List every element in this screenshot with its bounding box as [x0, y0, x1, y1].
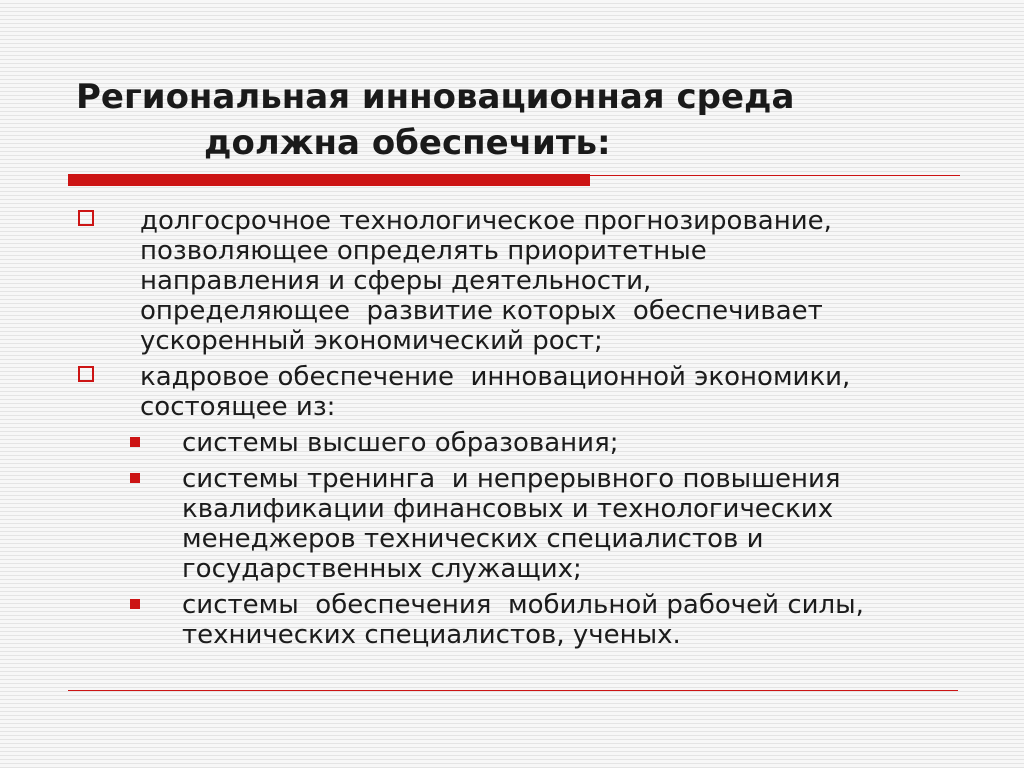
bullet-item — [78, 206, 968, 356]
bullet-item — [78, 362, 968, 422]
sub-bullet-text-line: менеджеров технических специалистов и — [182, 524, 764, 554]
bullet-text-line: кадровое обеспечение инновационной экономики, — [140, 362, 851, 392]
bullet-text-line: направления и сферы деятельности, — [140, 266, 652, 296]
sub-bullet-text-line: квалификации финансовых и технологических — [182, 494, 834, 524]
bullet-text-line: позволяющее определять приоритетные — [140, 236, 707, 266]
sub-bullet-text-line: технических специалистов, ученых. — [182, 620, 681, 650]
sub-bullet-text-line: системы высшего образования; — [182, 428, 619, 458]
slide-title — [76, 74, 976, 166]
hollow-square-bullet-icon — [78, 366, 94, 382]
bullet-text-line: долгосрочное технологическое прогнозирование, — [140, 206, 832, 236]
bullet-text-line: определяющее развитие которых обеспечивает — [140, 296, 823, 326]
title-underline-thin — [590, 175, 960, 176]
sub-bullet-text-line: системы тренинга и непрерывного повышения — [182, 464, 841, 494]
filled-square-bullet-icon — [130, 473, 140, 483]
sub-bullet-text-line: государственных служащих; — [182, 554, 582, 584]
bullet-list — [78, 206, 968, 656]
bullet-text-line: состоящее из: — [140, 392, 336, 422]
filled-square-bullet-icon — [130, 437, 140, 447]
sub-bullet-item — [78, 428, 968, 458]
filled-square-bullet-icon — [130, 599, 140, 609]
title-line-2: должна обеспечить: — [204, 123, 611, 163]
title-underline-thick — [68, 174, 590, 186]
footer-divider — [68, 690, 958, 691]
sub-bullet-text-line: системы обеспечения мобильной рабочей силы, — [182, 590, 864, 620]
sub-bullet-item — [78, 590, 968, 650]
sub-bullet-item — [78, 464, 968, 584]
bullet-text-line: ускоренный экономический рост; — [140, 326, 603, 356]
title-line-1: Региональная инновационная среда — [76, 77, 795, 117]
hollow-square-bullet-icon — [78, 210, 94, 226]
